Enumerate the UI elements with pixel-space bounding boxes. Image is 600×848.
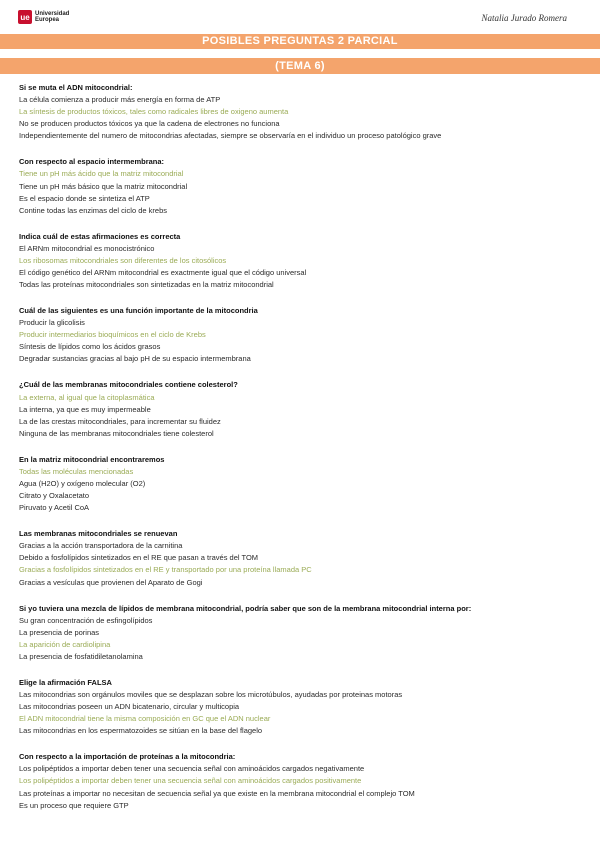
answer-option: Las mitocondrias en los espermatozoides se sitúan en la base del flagelo — [19, 726, 263, 736]
question-list — [19, 82, 589, 826]
logo-line-2: Europea — [35, 17, 60, 23]
answer-option: Gracias a vesículas que provienen del Aparato de Gogi — [19, 577, 203, 587]
answer-option: Piruvato y Acetil CoA — [19, 503, 90, 513]
question-text: En la matriz mitocondrial encontraremos — [19, 454, 165, 464]
answer-option: Las proteínas a importar no necesitan de secuencia señal ya que existe en la membrana mitocondrial el complejo TOM — [19, 788, 415, 798]
answer-option: Ninguna de las membranas mitocondriales tiene colesterol — [19, 428, 214, 438]
answer-option: No se producen productos tóxicos ya que la cadena de electrones no funciona — [19, 119, 280, 129]
correct-answer: Los polipéptidos a importar deben tener una secuencia señal con aminoácidos cargados positivamente — [19, 776, 362, 786]
question-block — [19, 231, 589, 291]
question-block — [19, 603, 589, 663]
question-text: Con respecto a la importación de proteínas a la mitocondria: — [19, 752, 236, 762]
answer-option: La presencia de porinas — [19, 627, 100, 637]
logo-mark-icon: ue — [18, 10, 32, 24]
answer-option: Gracias a la acción transportadora de la carnitina — [19, 541, 183, 551]
question-text: Si yo tuviera una mezcla de lípidos de membrana mitocondrial, podría saber que son de la membrana mitocondrial interna por: — [19, 603, 472, 613]
question-text: Con respecto al espacio intermembrana: — [19, 157, 165, 167]
question-text: Cuál de las siguientes es una función importante de la mitocondria — [19, 306, 258, 316]
question-text: Las membranas mitocondriales se renuevan — [19, 529, 178, 539]
question-block — [19, 751, 589, 811]
logo-line-1: Universidad — [35, 10, 70, 17]
answer-option: Los polipéptidos a importar deben tener una secuencia señal con aminoácidos cargados negativamente — [19, 764, 365, 774]
question-text: Elige la afirmación FALSA — [19, 677, 112, 687]
answer-option: Independientemente del numero de mitocondrias afectadas, siempre se observaría en el individuo un proceso patológico grave — [19, 131, 442, 141]
question-text: Si se muta el ADN mitocondrial: — [19, 83, 133, 92]
question-block — [19, 379, 589, 439]
correct-answer: Los ribosomas mitocondriales son diferentes de los citosólicos — [19, 255, 227, 265]
question-block — [19, 305, 589, 365]
page-header — [0, 0, 600, 34]
answer-option: Contine todas las enzimas del ciclo de krebs — [19, 205, 167, 215]
answer-option: Producir la glicolisis — [19, 318, 85, 328]
correct-answer: La síntesis de productos tóxicos, tales como radicales libres de oxigeno aumenta — [19, 107, 289, 117]
question-block — [19, 528, 589, 588]
answer-option: Síntesis de lípidos como los ácidos grasos — [19, 342, 161, 352]
question-text: ¿Cuál de las membranas mitocondriales contiene colesterol? — [19, 380, 238, 390]
answer-option: Las mitocondrias poseen un ADN bicatenario, circular y multicopia — [19, 702, 240, 712]
author-name: Natalia Jurado Romera — [481, 13, 567, 23]
subtitle-banner: (TEMA 6) — [0, 58, 600, 74]
answer-option: Su gran concentración de esfingolípidos — [19, 615, 153, 625]
correct-answer: Producir intermediarios bioquímicos en el ciclo de Krebs — [19, 330, 206, 340]
answer-option: Tiene un pH más básico que la matriz mitocondrial — [19, 181, 188, 191]
answer-option: Citrato y Oxalacetato — [19, 491, 90, 501]
question-block — [19, 156, 589, 216]
university-logo — [18, 10, 69, 24]
correct-answer: Todas las moléculas mencionadas — [19, 466, 134, 476]
answer-option: El código genético del ARNm mitocondrial es exactmente igual que el código universal — [19, 268, 307, 277]
logo-text — [35, 11, 69, 24]
question-block — [19, 454, 589, 514]
answer-option: La interna, ya que es muy impermeable — [19, 404, 151, 414]
answer-option: Agua (H2O) y oxígeno molecular (O2) — [19, 478, 146, 488]
answer-option: Es el espacio donde se sintetiza el ATP — [19, 193, 150, 203]
correct-answer: Tiene un pH más ácido que la matriz mitocondrial — [19, 169, 184, 179]
correct-answer: Gracias a fosfolípidos sintetizados en el RE y transportado por una proteína llamada PC — [19, 565, 312, 575]
correct-answer: El ADN mitocondrial tiene la misma composición en GC que el ADN nuclear — [19, 714, 271, 724]
question-block — [19, 82, 589, 142]
answer-option: El ARNm mitocondrial es monocistrónico — [19, 243, 155, 253]
question-text: Indica cuál de estas afirmaciones es correcta — [19, 231, 181, 241]
answer-option: Debido a fosfolípidos sintetizados en el RE que pasan a través del TOM — [19, 553, 259, 563]
answer-option: La de las crestas mitocondriales, para incrementar su fluidez — [19, 416, 221, 426]
answer-option: Es un proceso que requiere GTP — [19, 800, 129, 810]
answer-option: La presencia de fosfatidiletanolamina — [19, 651, 143, 661]
answer-option: Degradar sustancias gracias al bajo pH de su espacio intermembrana — [19, 354, 251, 364]
title-banner: POSIBLES PREGUNTAS 2 PARCIAL — [0, 34, 600, 49]
answer-option: La célula comienza a producir más energía en forma de ATP — [19, 95, 221, 105]
question-block — [19, 677, 589, 737]
answer-option: Todas las proteínas mitocondriales son sintetizadas en la matriz mitocondrial — [19, 280, 274, 290]
answer-option: Las mitocondrias son orgánulos moviles que se desplazan sobre los microtúbulos, ayudadas por proteinas motoras — [19, 689, 403, 699]
correct-answer: La externa, al igual que la citoplasmática — [19, 392, 155, 402]
correct-answer: La aparición de cardiolipina — [19, 639, 111, 649]
